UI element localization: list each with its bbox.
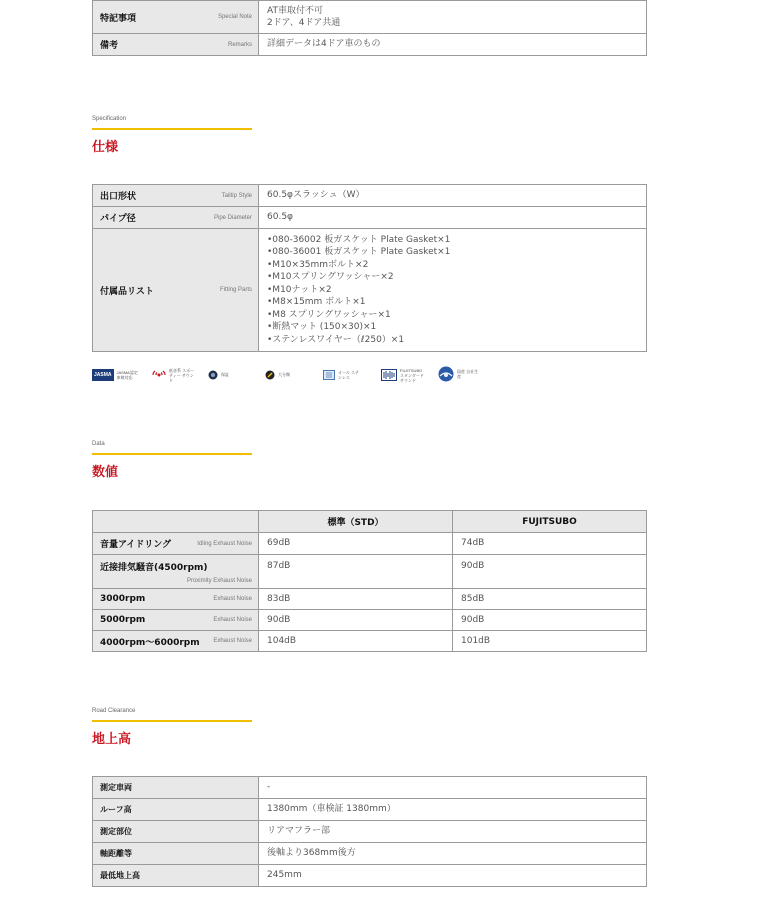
row-value — [259, 1, 647, 34]
table-row — [93, 555, 647, 589]
value-line: 2ドア、4ドア共通 — [267, 18, 341, 28]
table-row — [93, 821, 647, 843]
circle-icon — [208, 370, 218, 381]
row-label: 備考 — [100, 41, 119, 51]
badge-label: 低音系 スポーティー サウンド — [169, 367, 195, 383]
list-item: •M8 スプリングワッシャー×1 — [267, 309, 391, 320]
row-label-en: Idling Exhaust Noise — [197, 540, 252, 547]
row-header — [93, 533, 259, 555]
row-label: 5000rpm — [100, 615, 146, 625]
row-label-en: Exhaust Noise — [213, 617, 252, 623]
row-header — [93, 229, 259, 352]
feature-badges — [92, 364, 492, 386]
row-value — [259, 207, 647, 229]
row-header — [93, 843, 259, 865]
value-line: AT車取付不可 — [267, 5, 323, 16]
table-row — [93, 207, 647, 229]
fujitsubo-value: 85dB — [453, 589, 647, 610]
section-title: 仕様 — [92, 140, 119, 155]
table-row — [93, 229, 647, 352]
sound-icon — [152, 369, 166, 382]
table-row — [93, 777, 647, 799]
table-header-row — [93, 511, 647, 533]
badge-label: 大分類 — [278, 372, 290, 377]
row-label: 最低地上高 — [100, 871, 140, 880]
badge-fujitsubo-sound — [381, 368, 426, 382]
list-item: •M10ナット×2 — [267, 284, 332, 295]
list-item: •M8×15mm ボルト×1 — [267, 297, 366, 308]
row-value: - — [259, 777, 647, 799]
section-accent-bar — [92, 128, 252, 130]
row-value — [259, 34, 647, 56]
table-row — [93, 533, 647, 555]
row-header — [93, 555, 259, 589]
fitting-parts-list — [259, 229, 647, 352]
fujitsubo-value: 90dB — [453, 555, 647, 589]
row-label: パイプ径 — [100, 214, 136, 224]
row-header — [93, 589, 259, 610]
column-header: 標準（STD） — [259, 511, 453, 533]
section-en-label: Data — [92, 441, 105, 447]
row-header — [93, 631, 259, 652]
row-label-en: Special Note — [217, 14, 252, 20]
row-label-en: Fitting Parts — [219, 287, 252, 293]
fujitsubo-value: 90dB — [453, 610, 647, 631]
row-header — [93, 34, 259, 56]
row-label: 3000rpm — [100, 594, 146, 604]
list-item: •080-36002 板ガスケット Plate Gasket×1 — [267, 234, 451, 245]
table-row — [93, 843, 647, 865]
table-row — [93, 185, 647, 207]
table-row — [93, 865, 647, 887]
table-row — [93, 631, 647, 652]
section-accent-bar — [92, 453, 252, 455]
badge-label: JASMA認定 車検対応 — [116, 370, 138, 380]
value-line: 60.5φ — [267, 212, 293, 223]
top-info-table — [92, 0, 647, 56]
fujitsubo-value: 101dB — [453, 631, 647, 652]
row-header — [93, 865, 259, 887]
row-label-en: Pipe Diameter — [213, 214, 252, 221]
table-row — [93, 799, 647, 821]
list-item: •M10×35mmボルト×2 — [267, 259, 369, 270]
badge-label: 国産 自社生産 — [457, 369, 479, 379]
badge-label: FUJITSUBO スタンダード サウンド — [400, 367, 424, 383]
badge-label: 保証 — [221, 372, 229, 377]
std-value: 83dB — [259, 589, 453, 610]
row-header — [93, 821, 259, 843]
row-label-en: Tailtip Style — [221, 192, 252, 199]
row-header — [93, 610, 259, 631]
section-en-label: Specification — [92, 116, 127, 122]
list-item: •ステンレスワイヤー（ℓ250）×1 — [267, 334, 405, 345]
row-header — [93, 185, 259, 207]
section-accent-bar — [92, 720, 252, 722]
list-item: •断熱マット (150×30)×1 — [267, 322, 377, 333]
section-title: 数値 — [92, 465, 119, 480]
row-label: 4000rpm～6000rpm — [100, 637, 200, 648]
row-value: 245mm — [259, 865, 647, 887]
row-label: ルーフ高 — [100, 805, 132, 814]
row-header — [93, 799, 259, 821]
row-value: 1380mm（車検証 1380mm） — [259, 799, 647, 821]
section-en-label: Road Clearance — [92, 708, 136, 714]
spec-table — [92, 184, 647, 352]
row-label: 測定部位 — [100, 827, 132, 836]
std-value: 69dB — [259, 533, 453, 555]
value-line: 60.5φスラッシュ（W） — [267, 190, 365, 201]
table-row — [93, 589, 647, 610]
row-label: 付属品リスト — [100, 286, 154, 297]
row-header — [93, 777, 259, 799]
row-label-en: Exhaust Noise — [213, 638, 252, 644]
std-value: 104dB — [259, 631, 453, 652]
std-value: 90dB — [259, 610, 453, 631]
row-label-en: Remarks — [227, 41, 252, 48]
value-line: 詳細データは4ドア車のもの — [267, 39, 381, 50]
row-label-en: Exhaust Noise — [213, 596, 252, 602]
row-header — [93, 1, 259, 34]
header-cell-empty — [93, 511, 259, 533]
badge-jasma — [92, 368, 141, 382]
fujitsubo-value: 74dB — [453, 533, 647, 555]
row-label: 特記事項 — [100, 13, 137, 24]
row-label-en: Proximity Exhaust Noise — [186, 578, 252, 584]
badge-japan-made — [438, 365, 479, 383]
row-label: 近接排気騒音(4500rpm) — [100, 563, 208, 573]
noise-data-table — [92, 510, 647, 652]
row-label: 測定車両 — [100, 783, 132, 792]
row-label: 音量アイドリング — [100, 540, 172, 550]
row-label: 軸距離等 — [100, 849, 132, 858]
fujitsubo-sound-icon — [381, 369, 397, 382]
table-row — [93, 34, 647, 56]
list-item: •080-36001 板ガスケット Plate Gasket×1 — [267, 247, 451, 258]
stainless-icon — [323, 370, 335, 381]
section-title: 地上高 — [92, 732, 132, 747]
badge-category — [265, 368, 290, 382]
row-value: リアマフラー部 — [259, 821, 647, 843]
badge-label: オール ステンレス — [338, 370, 359, 380]
jasma-icon: JASMA — [92, 369, 114, 381]
row-header — [93, 207, 259, 229]
std-value: 87dB — [259, 555, 453, 589]
badge-warranty — [208, 368, 229, 382]
column-header: FUJITSUBO — [453, 511, 647, 533]
row-value — [259, 185, 647, 207]
badge-stainless — [323, 368, 360, 382]
badge-sound — [152, 368, 197, 382]
list-item: •M10スプリングワッシャー×2 — [267, 272, 394, 283]
japan-made-icon — [438, 366, 454, 383]
table-row — [93, 610, 647, 631]
row-value: 後軸より368mm後方 — [259, 843, 647, 865]
tool-icon — [265, 370, 275, 381]
road-clearance-table — [92, 776, 647, 887]
row-label: 出口形状 — [100, 192, 137, 202]
table-row — [93, 1, 647, 34]
